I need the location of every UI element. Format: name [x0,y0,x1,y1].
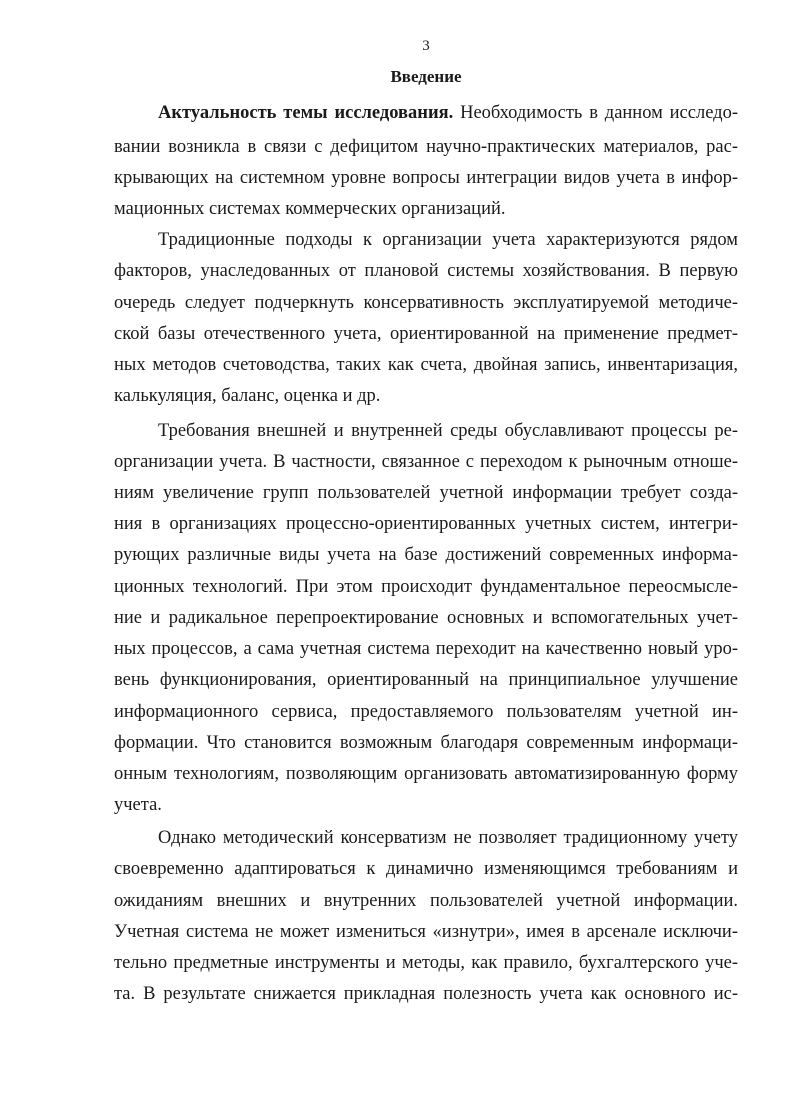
paragraph-line: организации учета. В частности, связанное с переходом к рыночным отноше- [114,452,738,472]
paragraph-line: формации. Что становится возможным благодаря современным информаци- [114,733,738,753]
paragraph-line: Традиционные подходы к организации учета характеризуются рядом [158,230,738,250]
paragraph-line: своевременно адаптироваться к динамично изменяющимся требованиям и [114,859,738,879]
paragraph-line: ние и радикальное перепроектирование основных и вспомогательных учет- [114,608,738,628]
paragraph-line: Требования внешней и внутренней среды обуславливают процессы ре- [158,421,738,441]
paragraph-line: та. В результате снижается прикладная полезность учета как основного ис- [114,984,738,1004]
paragraph-line: учета. [114,795,162,815]
paragraph-line: ния в организациях процессно-ориентированных учетных систем, интегри- [114,514,738,534]
paragraph-line: Однако методический консерватизм не позволяет традиционному учету [158,828,738,848]
paragraph-line: ской базы отечественного учета, ориентированной на применение предмет- [114,324,738,344]
page-number: 3 [422,38,430,54]
paragraph-text: Необходимость в данном исследо- [453,103,739,123]
paragraph-line: рующих различные виды учета на базе достижений современных информа- [114,545,738,565]
paragraph-lead: Актуальность темы исследования. [158,103,454,123]
paragraph-line: онным технологиям, позволяющим организовать автоматизированную форму [114,764,738,784]
paragraph-line: Учетная система не может измениться «изнутри», имея в арсенале исключи- [114,922,738,942]
paragraph-line: факторов, унаследованных от плановой системы хозяйствования. В первую [114,261,738,281]
page-title: Введение [390,67,462,86]
paragraph-line: вень функционирования, ориентированный на принципиальное улучшение [114,670,738,690]
paragraph-line: ционных технологий. При этом происходит фундаментальное переосмысле- [114,577,738,597]
paragraph-line: ожиданиям внешних и внутренних пользователей учетной информации. [114,891,738,911]
paragraph-line: ниям увеличение групп пользователей учетной информации требует созда- [114,483,738,503]
paragraph-line: ных методов счетоводства, таких как счета, двойная запись, инвентаризация, [114,355,738,375]
paragraph-line: вании возникла в связи с дефицитом научно-практических материалов, рас- [114,137,738,157]
paragraph-line: мационных системах коммерческих организаций. [114,199,506,219]
paragraph-line: калькуляция, баланс, оценка и др. [114,386,381,406]
paragraph-line: ных процессов, а сама учетная система переходит на качественно новый уро- [114,639,738,659]
paragraph-line: крывающих на системном уровне вопросы интеграции видов учета в инфор- [114,168,738,188]
paragraph-1-line-1 [158,102,738,124]
paragraph-line: тельно предметные инструменты и методы, как правило, бухгалтерского уче- [114,953,738,973]
paragraph-line: информационного сервиса, предоставляемого пользователям учетной ин- [114,702,738,722]
paragraph-line: очередь следует подчеркнуть консервативность эксплуатируемой методиче- [114,293,738,313]
